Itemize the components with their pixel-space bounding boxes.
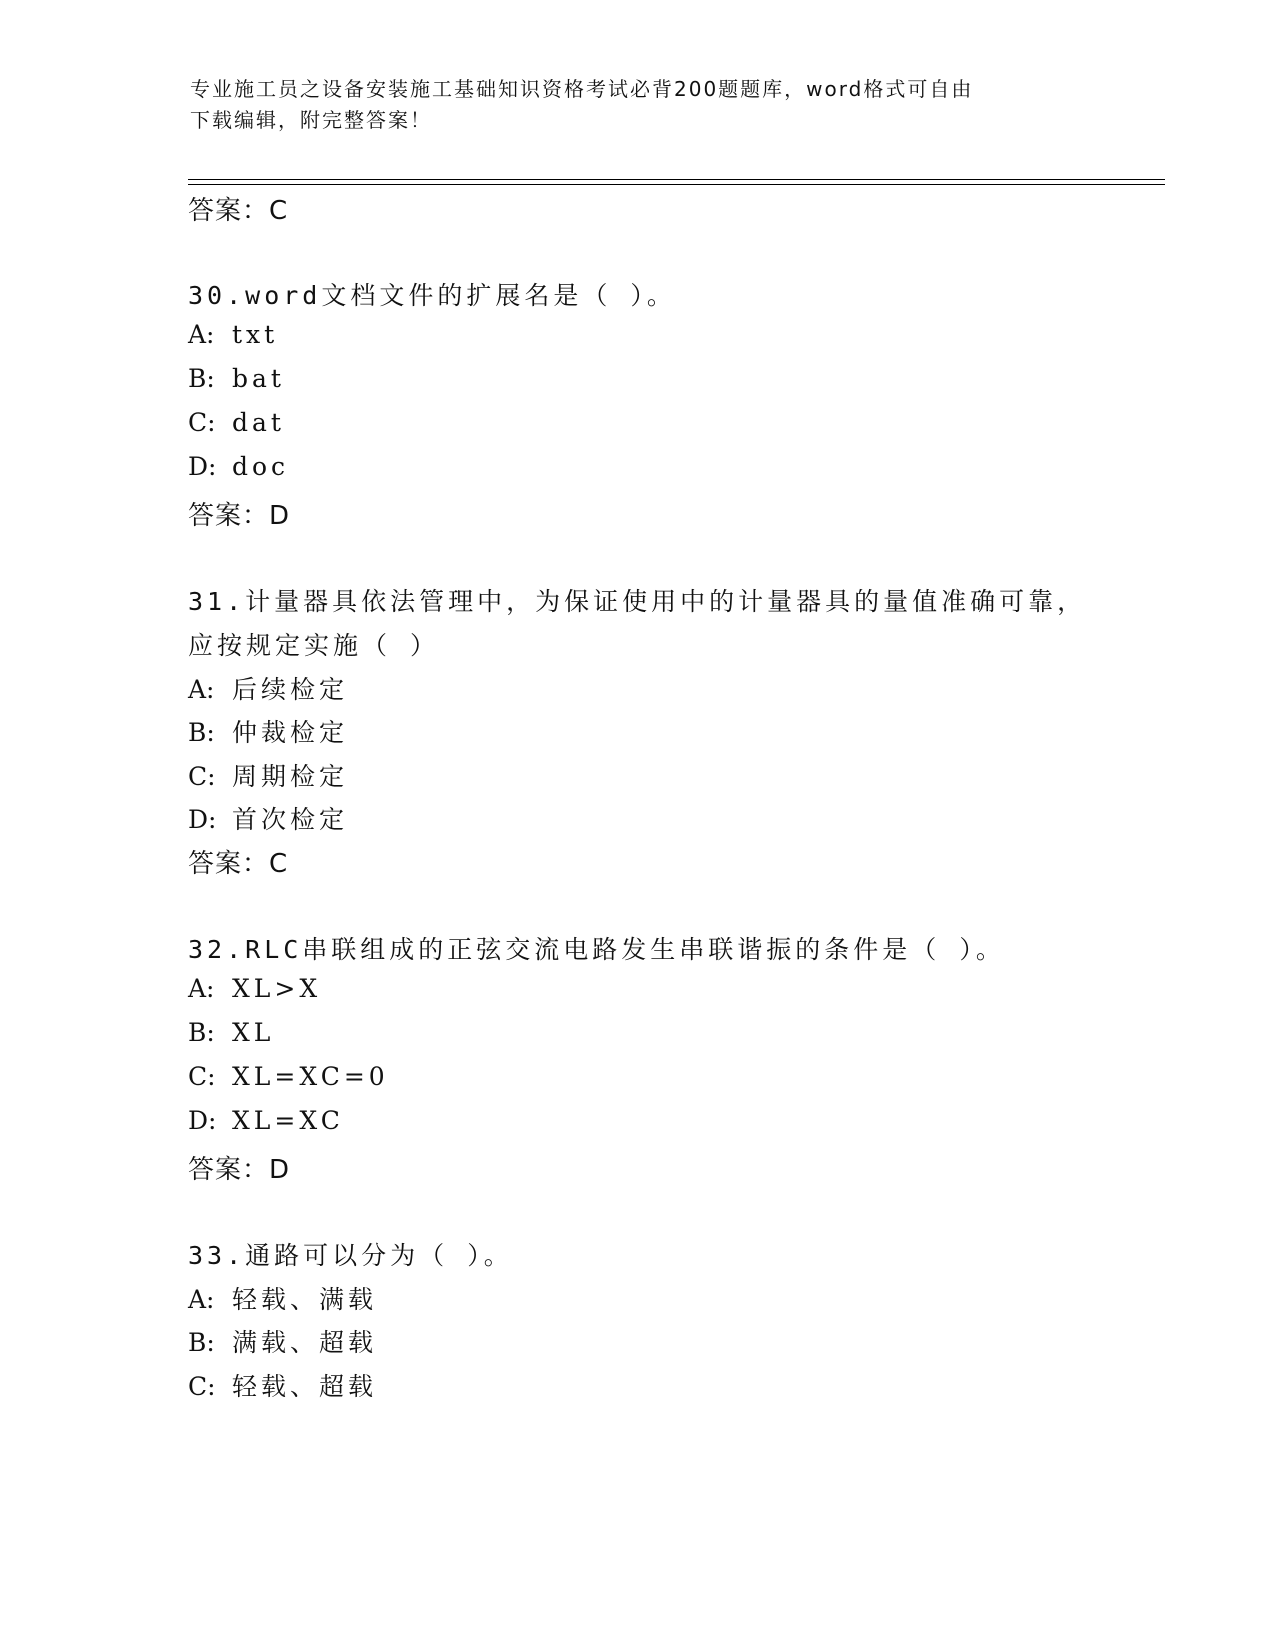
question-32-stem: 32.RLC串联组成的正弦交流电路发生串联谐振的条件是（ ）。	[188, 935, 1005, 964]
option-text: 满载、超载	[232, 1328, 378, 1357]
option-text: 周期检定	[232, 762, 349, 791]
option-label: A:	[188, 974, 215, 1003]
option-text: bat	[232, 364, 285, 393]
question-30-option-a	[188, 320, 278, 349]
question-33-option-b	[188, 1323, 377, 1359]
question-30-option-b	[188, 364, 285, 393]
question-33-option-a	[188, 1280, 377, 1316]
question-32-option-b	[188, 1018, 274, 1047]
option-text: 轻载、满载	[232, 1285, 378, 1314]
previous-answer: 答案：C	[188, 196, 289, 226]
option-label: D:	[188, 805, 217, 834]
option-label: A:	[188, 675, 215, 704]
question-31-stem-line-2: 应按规定实施（ ）	[188, 631, 440, 660]
option-text: XL>X	[232, 974, 322, 1003]
option-label: D:	[188, 452, 217, 481]
option-label: B:	[188, 1018, 215, 1047]
option-text: 轻载、超载	[232, 1372, 378, 1401]
question-30-stem: 30.word文档文件的扩展名是（ ）。	[188, 281, 676, 310]
header-line-2: 下载编辑，附完整答案！	[190, 108, 432, 132]
option-text: 仲裁检定	[232, 718, 349, 747]
question-30-option-d	[188, 452, 289, 481]
option-text: txt	[232, 320, 279, 349]
option-label: B:	[188, 364, 215, 393]
option-label: C:	[188, 762, 216, 791]
option-label: C:	[188, 1372, 216, 1401]
option-text: 后续检定	[232, 675, 349, 704]
option-label: B:	[188, 1328, 215, 1357]
option-label: B:	[188, 718, 215, 747]
option-text: XL=XC=0	[232, 1062, 389, 1091]
question-31-option-d	[188, 800, 348, 836]
question-31-option-a	[188, 670, 348, 706]
header-line-1: 专业施工员之设备安装施工基础知识资格考试必背200题题库，word格式可自由	[190, 77, 974, 101]
option-label: A:	[188, 320, 215, 349]
question-32-option-c	[188, 1062, 389, 1091]
option-label: A:	[188, 1285, 215, 1314]
question-30-option-c	[188, 408, 285, 437]
option-label: D:	[188, 1106, 217, 1135]
question-32-option-d	[188, 1106, 344, 1135]
option-text: XL=XC	[232, 1106, 344, 1135]
header-rule-top	[188, 179, 1165, 180]
option-label: C:	[188, 1062, 216, 1091]
question-32-answer: 答案：D	[188, 1155, 291, 1185]
document-header	[190, 74, 1080, 136]
option-label: C:	[188, 408, 216, 437]
question-31-answer: 答案：C	[188, 849, 289, 879]
option-text: 首次检定	[232, 805, 349, 834]
header-rule-bottom	[188, 184, 1165, 185]
question-31-option-c	[188, 757, 348, 793]
question-31-option-b	[188, 713, 348, 749]
option-text: XL	[232, 1018, 275, 1047]
question-33-stem: 33.通路可以分为（ ）。	[188, 1241, 513, 1270]
question-31-stem-line-1: 31.计量器具依法管理中，为保证使用中的计量器具的量值准确可靠，	[188, 587, 1087, 616]
question-33-option-c	[188, 1367, 377, 1403]
option-text: doc	[232, 452, 290, 481]
question-32-option-a	[188, 974, 321, 1003]
question-30-answer: 答案：D	[188, 501, 291, 531]
option-text: dat	[232, 408, 285, 437]
